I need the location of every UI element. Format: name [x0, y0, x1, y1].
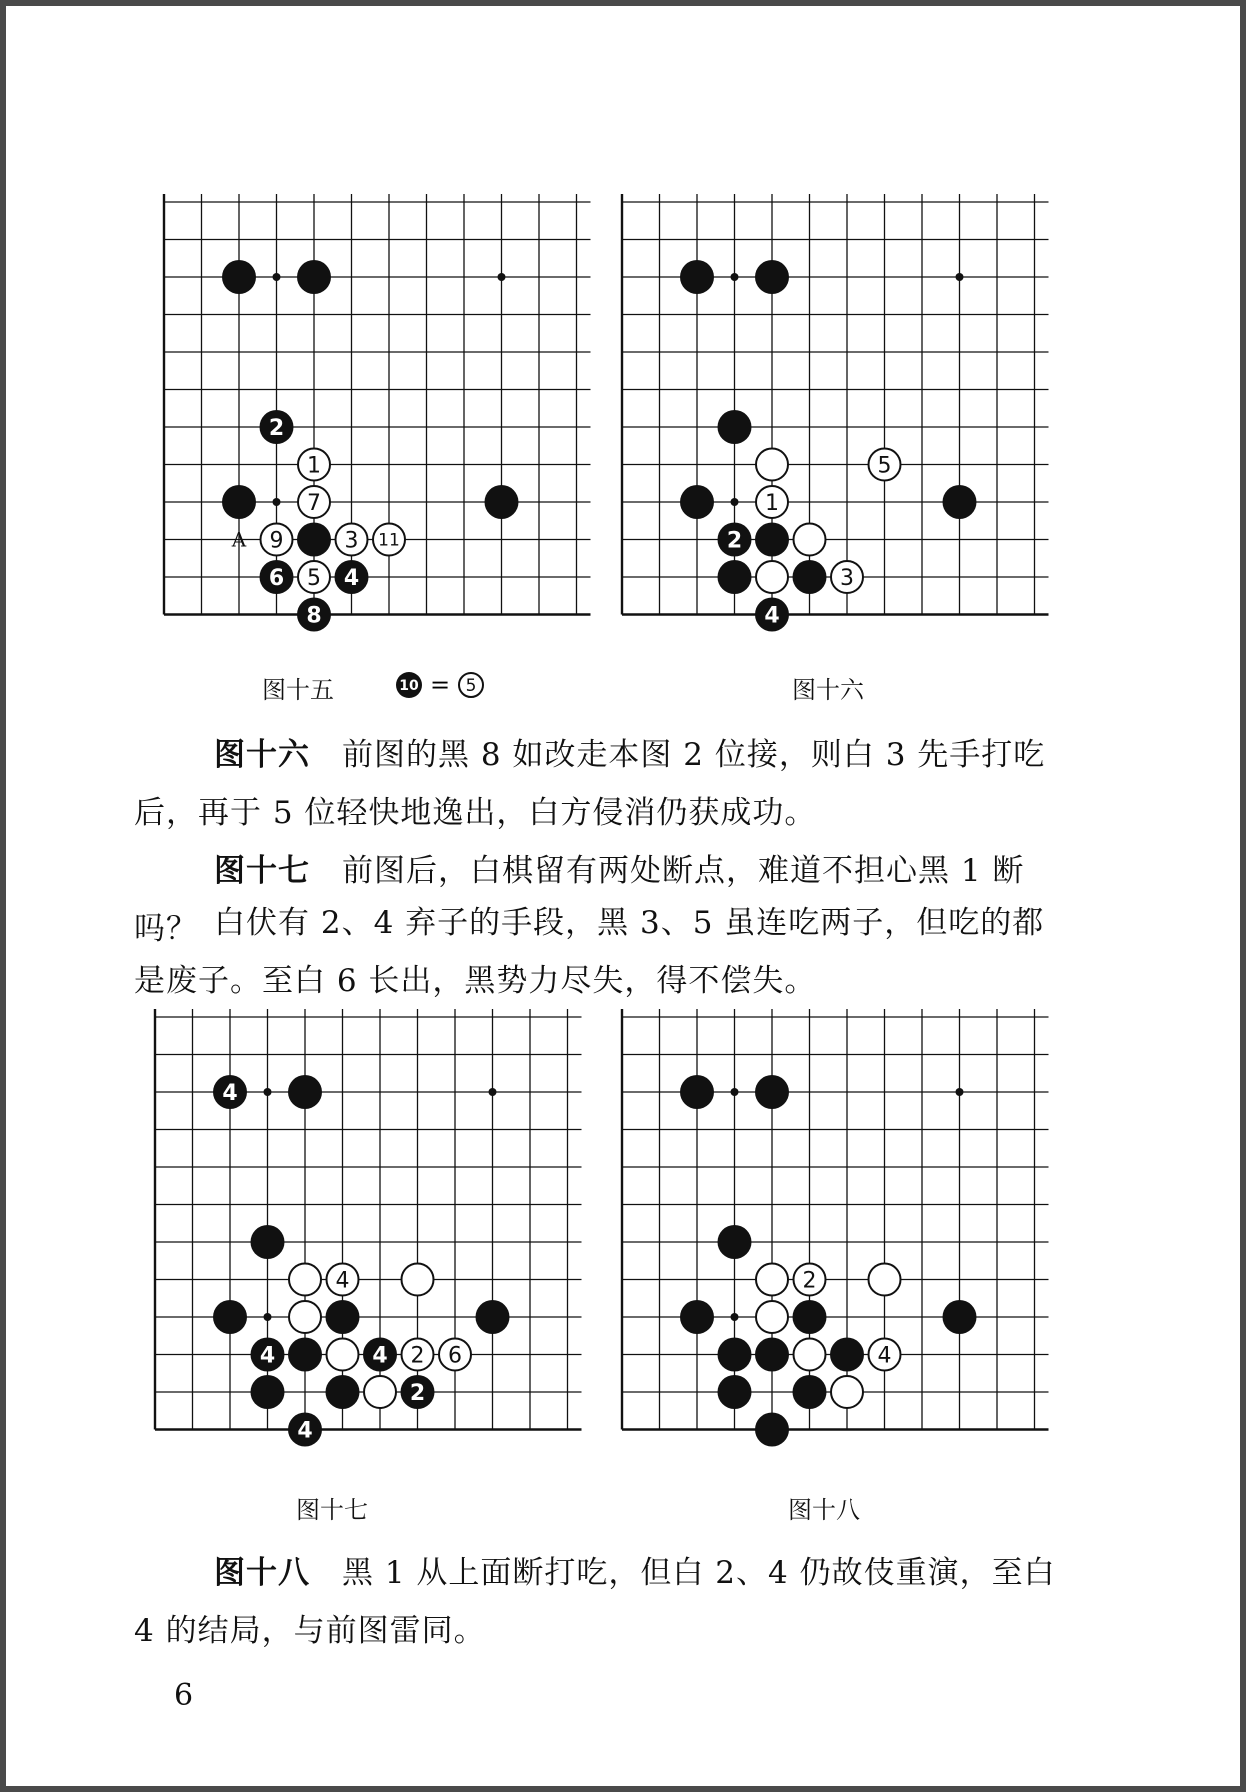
point-label: A	[231, 527, 247, 552]
hoshi-point	[731, 1313, 739, 1321]
white-stone	[794, 524, 826, 556]
move-number: 4	[222, 1080, 238, 1106]
white-stone	[756, 1264, 788, 1296]
paragraph-text: 前图后，白棋留有两处断点，难道不担心黑 1 断吗？	[134, 853, 1025, 947]
hoshi-point	[498, 273, 506, 281]
white-stone	[327, 1339, 359, 1371]
black-stone	[755, 260, 789, 294]
black-stone	[680, 485, 714, 519]
note-equals: =	[430, 671, 451, 699]
black-stone	[213, 1300, 247, 1334]
black-stone	[755, 1075, 789, 1109]
hoshi-point	[273, 498, 281, 506]
black-stone	[718, 523, 752, 557]
move-number: 4	[259, 1343, 276, 1369]
paragraph-lead: 图十七	[214, 853, 310, 889]
move-number: 2	[409, 1380, 426, 1406]
white-stone	[869, 1339, 901, 1371]
white-stone	[364, 1376, 396, 1408]
black-stone	[326, 1375, 360, 1409]
white-stone	[756, 449, 788, 481]
hoshi-point	[264, 1088, 272, 1096]
note-white-number: 5	[465, 676, 477, 696]
white-stone	[298, 561, 330, 593]
black-stone	[476, 1300, 510, 1334]
go-diagram-15	[156, 194, 596, 644]
note-black-number: 10	[399, 678, 419, 694]
move-number: 1	[765, 490, 779, 516]
white-stone	[327, 1264, 359, 1296]
paragraph-text: 白伏有 2、4 弃子的手段，黑 3、5 虽连吃两子，但吃的都是废子。至白 6 长出，黑势力尽失，得不偿失。	[134, 905, 1045, 999]
black-stone	[755, 523, 789, 557]
black-stone	[335, 560, 369, 594]
black-stone	[718, 1375, 752, 1409]
black-stone	[288, 1338, 322, 1372]
black-stone	[793, 1300, 827, 1334]
black-stone	[755, 1338, 789, 1372]
black-stone	[718, 410, 752, 444]
white-stone	[373, 524, 405, 556]
hoshi-point	[731, 273, 739, 281]
move-number: 8	[306, 603, 322, 629]
go-diagram-18	[614, 1009, 1054, 1459]
black-stone	[288, 1413, 322, 1447]
white-stone	[756, 561, 788, 593]
figure-caption-17: 图十七	[296, 1496, 368, 1524]
white-stone-number-icon	[456, 670, 486, 700]
white-stone	[831, 561, 863, 593]
black-stone	[251, 1338, 285, 1372]
black-stone	[222, 485, 256, 519]
black-stone	[297, 523, 331, 557]
white-stone	[756, 1301, 788, 1333]
black-stone	[326, 1300, 360, 1334]
black-stone	[363, 1338, 397, 1372]
black-stone	[943, 485, 977, 519]
black-stone	[680, 1300, 714, 1334]
move-number: 1	[307, 453, 321, 479]
white-stone	[261, 524, 293, 556]
paragraph-fig17-cont	[134, 894, 1074, 1010]
move-number: 6	[448, 1343, 462, 1369]
move-number: 7	[307, 490, 321, 516]
figure-caption-18: 图十八	[788, 1496, 860, 1524]
black-stone	[718, 1225, 752, 1259]
white-stone	[794, 1339, 826, 1371]
go-diagram-17	[147, 1009, 587, 1459]
paragraph-text: 前图的黑 8 如改走本图 2 位接，则白 3 先手打吃后，再于 5 位轻快地逸出，白方侵消仍获成功。	[134, 737, 1046, 831]
hoshi-point	[731, 1088, 739, 1096]
board-svg	[614, 1009, 1054, 1459]
white-stone	[402, 1339, 434, 1371]
black-stone	[288, 1075, 322, 1109]
board-grid	[622, 194, 1049, 615]
move-number: 6	[268, 565, 285, 591]
black-stone	[251, 1225, 285, 1259]
hoshi-point	[956, 273, 964, 281]
white-stone	[439, 1339, 471, 1371]
move-number: 4	[297, 1418, 313, 1444]
black-stone	[222, 260, 256, 294]
move-number: 3	[840, 565, 854, 591]
black-stone	[260, 410, 294, 444]
board-svg	[156, 194, 596, 644]
hoshi-point	[264, 1313, 272, 1321]
move-number: 4	[335, 1268, 350, 1294]
black-stone	[251, 1375, 285, 1409]
move-number: 11	[378, 530, 400, 551]
paragraph-text: 黑 1 从上面断打吃，但白 2、4 仍故伎重演，至白 4 的结局，与前图雷同。	[134, 1555, 1056, 1649]
move-number: 4	[764, 603, 780, 629]
go-diagram-16	[614, 194, 1054, 644]
move-number: 2	[726, 528, 743, 554]
black-stone	[718, 1338, 752, 1372]
white-stone	[289, 1301, 321, 1333]
white-stone	[298, 449, 330, 481]
hoshi-point	[273, 273, 281, 281]
figure-caption-15: 图十五	[262, 676, 334, 704]
move-number: 2	[410, 1343, 425, 1369]
paragraph-fig16	[134, 726, 1074, 842]
white-stone	[402, 1264, 434, 1296]
white-stone	[336, 524, 368, 556]
black-stone	[830, 1338, 864, 1372]
black-stone	[793, 1375, 827, 1409]
move-number: 9	[269, 528, 284, 554]
board-svg	[147, 1009, 587, 1459]
move-number: 4	[372, 1343, 388, 1369]
move-number: 5	[877, 453, 892, 479]
move-number: 4	[343, 565, 360, 591]
hoshi-point	[956, 1088, 964, 1096]
black-stone	[485, 485, 519, 519]
white-stone	[831, 1376, 863, 1408]
black-stone	[297, 260, 331, 294]
black-stone	[718, 560, 752, 594]
black-stone	[680, 1075, 714, 1109]
figure-note-15	[394, 670, 486, 700]
hoshi-point	[731, 498, 739, 506]
document-page	[6, 6, 1240, 1786]
black-stone	[260, 560, 294, 594]
white-stone	[869, 449, 901, 481]
white-stone	[289, 1264, 321, 1296]
black-stone-number-icon	[394, 670, 424, 700]
move-number: 2	[268, 415, 285, 441]
page-number: 6	[174, 1678, 194, 1713]
black-stone	[213, 1075, 247, 1109]
white-stone	[869, 1264, 901, 1296]
move-number: 5	[307, 565, 321, 591]
white-stone	[298, 486, 330, 518]
move-number: 3	[344, 528, 359, 554]
black-stone	[793, 560, 827, 594]
figure-caption-16: 图十六	[792, 676, 864, 704]
black-stone	[680, 260, 714, 294]
hoshi-point	[489, 1088, 497, 1096]
black-stone	[755, 598, 789, 632]
black-stone	[755, 1413, 789, 1447]
paragraph-lead: 图十八	[214, 1555, 310, 1591]
move-number: 4	[877, 1343, 892, 1369]
paragraph-fig18	[134, 1544, 1074, 1660]
move-number: 2	[802, 1268, 817, 1294]
black-stone	[943, 1300, 977, 1334]
black-stone	[401, 1375, 435, 1409]
white-stone	[794, 1264, 826, 1296]
board-svg	[614, 194, 1054, 644]
black-stone	[297, 598, 331, 632]
white-stone	[756, 486, 788, 518]
paragraph-lead: 图十六	[214, 737, 310, 773]
